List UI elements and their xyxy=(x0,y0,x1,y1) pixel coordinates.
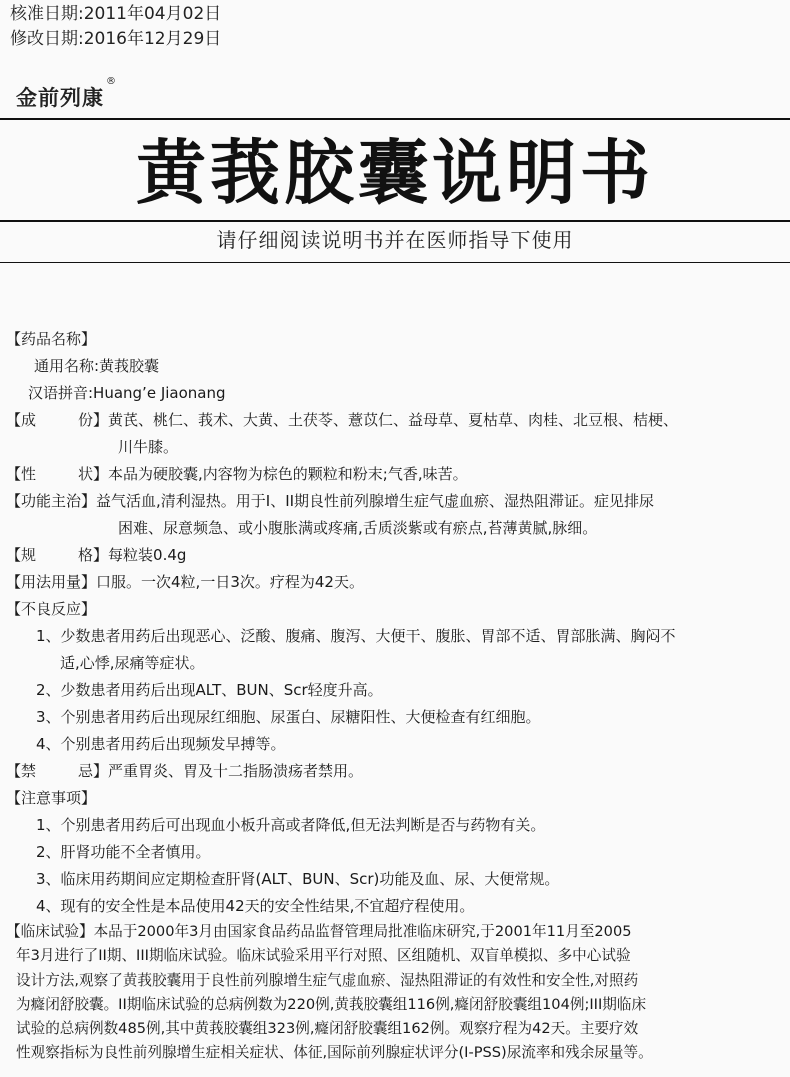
contraindications-label-open: 【 xyxy=(6,762,22,780)
ingredients-label: 成份 xyxy=(21,411,94,429)
contraindications-label-close: 】 xyxy=(93,762,109,780)
dosage-label: 【用法用量】 xyxy=(6,573,97,591)
document-title: 黄莪胶囊说明书 xyxy=(136,132,654,214)
ingredients-text-cont: 川牛膝。 xyxy=(118,438,179,456)
description-label-open: 【 xyxy=(6,465,22,483)
clinical-trials-line-2: 年3月进行了II期、III期临床试验。临床试验采用平行对照、区组随机、双盲单模拟、多中心试验 xyxy=(16,947,631,965)
description-section xyxy=(6,461,784,488)
registered-mark: ® xyxy=(106,76,117,87)
indications-label: 【功能主治】 xyxy=(6,492,97,510)
document-subtitle: 请仔细阅读说明书并在医师指导下使用 xyxy=(216,228,574,252)
clinical-trials-line-6: 性观察指标为良性前列腺增生症相关症状、体征,国际前列腺症状评分(I-PSS)尿流率和残余尿量等。 xyxy=(16,1044,653,1062)
adverse-item-4: 4、个别患者用药后出现频发早搏等。 xyxy=(36,735,286,753)
contraindications-section xyxy=(6,758,784,785)
description-label: 性状 xyxy=(21,465,94,483)
date-block xyxy=(10,2,221,52)
adverse-item-1: 1、少数患者用药后出现恶心、泛酸、腹痛、腹泻、大便干、腹胀、胃部不适、胃部胀满、胸闷不 xyxy=(36,627,676,645)
precaution-item-4: 4、现有的安全性是本品使用42天的安全性结果,不宜超疗程使用。 xyxy=(36,897,475,915)
clinical-trials-line-1 xyxy=(6,920,784,944)
document-body xyxy=(6,326,784,1066)
specification-label: 规格 xyxy=(21,546,94,564)
ingredients-section xyxy=(6,407,784,434)
indications-section xyxy=(6,488,784,515)
precaution-item-2: 2、肝肾功能不全者慎用。 xyxy=(36,843,211,861)
drug-name-heading: 【药品名称】 xyxy=(6,330,97,348)
contraindications-text: 严重胃炎、胃及十二指肠溃疡者禁用。 xyxy=(108,762,364,780)
specification-label-open: 【 xyxy=(6,546,22,564)
dosage-text: 口服。一次4粒,一日3次。疗程为42天。 xyxy=(96,573,364,591)
indications-text-cont: 困难、尿意频急、或小腹胀满或疼痛,舌质淡紫或有瘀点,苔薄黄腻,脉细。 xyxy=(118,519,598,537)
subtitle-rule xyxy=(0,262,790,263)
revision-date: 修改日期:2016年12月29日 xyxy=(10,29,222,49)
description-label-close: 】 xyxy=(93,465,109,483)
title-top-rule xyxy=(0,118,790,120)
precaution-item-1: 1、个别患者用药后可出现血小板升高或者降低,但无法判断是否与药物有关。 xyxy=(36,816,546,834)
clinical-trials-line-5: 试验的总病例数485例,其中黄莪胶囊组323例,癃闭舒胶囊组162例。观察疗程为42天。主要疗效 xyxy=(16,1020,639,1038)
generic-name: 通用名称:黄莪胶囊 xyxy=(34,357,160,375)
specification-section xyxy=(6,542,784,569)
ingredients-text: 黄芪、桃仁、莪术、大黄、土茯苓、薏苡仁、益母草、夏枯草、肉桂、北豆根、桔梗、 xyxy=(108,411,679,429)
clinical-trials-label: 【临床试验】 xyxy=(6,923,94,940)
contraindications-label: 禁忌 xyxy=(21,762,94,780)
ingredients-label-open: 【 xyxy=(6,411,22,429)
approval-date: 核准日期:2011年04月02日 xyxy=(10,4,222,24)
dosage-section xyxy=(6,569,784,596)
title-bottom-rule xyxy=(0,220,790,222)
adverse-item-3: 3、个别患者用药后出现尿红细胞、尿蛋白、尿糖阳性、大便检查有红细胞。 xyxy=(36,708,541,726)
specification-label-close: 】 xyxy=(93,546,109,564)
adverse-item-2: 2、少数患者用药后出现ALT、BUN、Scr轻度升高。 xyxy=(36,681,383,699)
brand-text: 金前列康 xyxy=(16,86,104,110)
description-text: 本品为硬胶囊,内容物为棕色的颗粒和粉末;气香,味苦。 xyxy=(108,465,468,483)
clinical-trials-line-3: 设计方法,观察了黄莪胶囊用于良性前列腺增生症气虚血瘀、湿热阻滞证的有效性和安全性,对照药 xyxy=(16,971,639,989)
brand-name xyxy=(16,76,117,112)
adverse-item-1-cont: 适,心悸,尿痛等症状。 xyxy=(60,654,205,672)
precaution-item-3: 3、临床用药期间应定期检查肝肾(ALT、BUN、Scr)功能及血、尿、大便常规。 xyxy=(36,870,560,888)
clinical-trials-section xyxy=(6,920,784,1066)
ingredients-label-close: 】 xyxy=(93,411,109,429)
clinical-trials-text-1: 本品于2000年3月由国家食品药品监督管理局批准临床研究,于2001年11月至2005 xyxy=(93,923,632,940)
adverse-reactions-heading: 【不良反应】 xyxy=(6,600,97,618)
indications-text: 益气活血,清利湿热。用于I、II期良性前列腺增生症气虚血瘀、湿热阻滞证。症见排尿 xyxy=(96,492,655,510)
clinical-trials-line-4: 为癃闭舒胶囊。II期临床试验的总病例数为220例,黄莪胶囊组116例,癃闭舒胶囊组104例;III期临床 xyxy=(16,995,647,1013)
precautions-heading: 【注意事项】 xyxy=(6,789,97,807)
specification-text: 每粒装0.4g xyxy=(108,546,187,564)
pinyin-name: 汉语拼音:Huang’e Jiaonang xyxy=(28,384,226,402)
